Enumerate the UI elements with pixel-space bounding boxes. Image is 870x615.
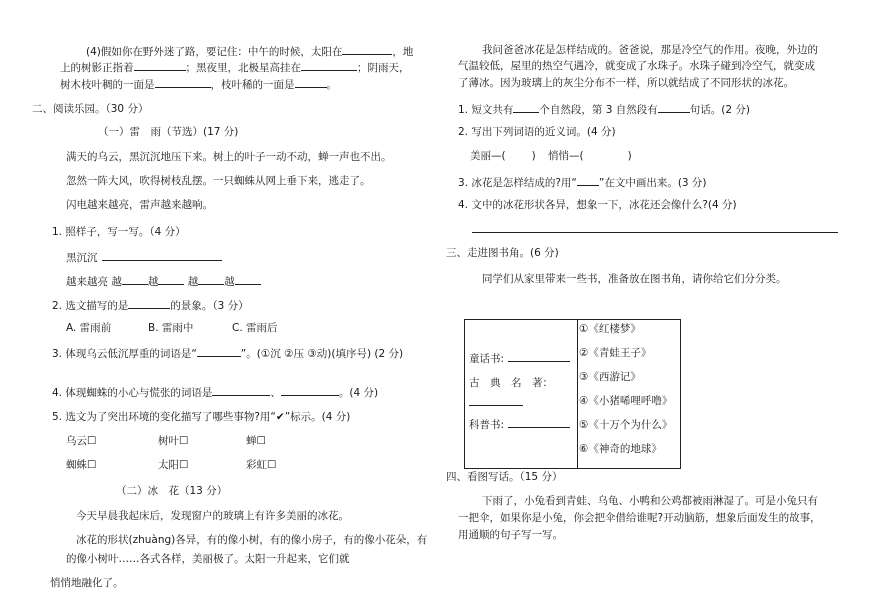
answer-blank[interactable] xyxy=(102,249,222,261)
answer-blank[interactable] xyxy=(197,345,241,357)
answer-blank[interactable] xyxy=(658,101,690,113)
passage-2-sentence: 的像小树叶……各式各样，美丽极了。太阳一升起来，它们就 xyxy=(66,553,350,565)
ice-question-1: 1. 短文共有 个自然段，第 3 自然段有 句话。(2 分) xyxy=(458,101,750,117)
ice-question-4: 4. 文中的冰花形状各异，想象一下，冰花还会像什么?(4 分) xyxy=(458,199,737,211)
answer-blank[interactable] xyxy=(301,59,357,71)
checkbox-icon[interactable]: ☐ xyxy=(256,435,266,447)
answer-blank[interactable] xyxy=(295,76,327,88)
checkbox-icon[interactable]: ☐ xyxy=(87,459,97,471)
q2-option-c[interactable]: C. 雷雨后 xyxy=(232,322,278,334)
writing-prompt: 一把伞，如果你是小兔，你会把伞借给谁呢?开动脑筋，想象后面发生的故事， xyxy=(458,512,821,524)
book-item: ①《红楼梦》 xyxy=(579,323,641,335)
answer-blank[interactable] xyxy=(155,76,211,88)
answer-blank[interactable] xyxy=(235,273,261,285)
writing-prompt: 下雨了，小兔看到青蛙、乌龟、小鸭和公鸡都被雨淋湿了。可是小兔只有 xyxy=(482,495,818,507)
section-3-intro: 同学们从家里带来一些书，准备放在图书角，请你给它们分分类。 xyxy=(482,273,787,285)
checkbox-item[interactable]: 树叶☐ xyxy=(158,435,189,447)
answer-blank[interactable] xyxy=(128,297,170,309)
checkbox-icon[interactable]: ☐ xyxy=(179,435,189,447)
ice-question-3: 3. 冰花是怎样结成的?用“ ”在文中画出来。(3 分) xyxy=(458,174,707,190)
answer-blank[interactable] xyxy=(158,273,184,285)
passage-2-continued: 气温较低，屋里的热空气遇冷，就变成了水珠子。水珠子碰到冷空气，就变成 xyxy=(458,60,815,72)
book-item: ③《西游记》 xyxy=(579,371,641,383)
passage-1-title: （一）雷 雨（节选）(17 分) xyxy=(98,126,239,138)
checkbox-item[interactable]: 蜘蛛☐ xyxy=(66,459,97,471)
checkbox-item[interactable]: 蝉☐ xyxy=(246,435,266,447)
book-item: ⑤《十万个为什么》 xyxy=(579,419,673,431)
question-2: 2. 选文描写的是 的景象。（3 分） xyxy=(52,297,249,313)
section-3-title: 三、走进图书角。(6 分) xyxy=(446,247,559,259)
section-4-title: 四、看图写话。（15 分） xyxy=(446,471,563,483)
passage-1-sentence: 满天的乌云，黑沉沉地压下来。树上的叶子一动不动，蝉一声也不出。 xyxy=(66,151,392,163)
answer-blank[interactable] xyxy=(122,273,148,285)
synonym-2[interactable]: 悄悄—( ) xyxy=(548,150,632,162)
passage-2-title: （二）冰 花（13 分） xyxy=(116,485,228,497)
answer-blank[interactable] xyxy=(508,350,570,362)
table-divider xyxy=(577,320,578,468)
answer-blank[interactable] xyxy=(342,43,392,55)
answer-blank[interactable] xyxy=(198,273,224,285)
category-classics: 古 典 名 著： xyxy=(469,377,553,389)
passage-2-continued: 我问爸爸冰花是怎样结成的。爸爸说，那是冷空气的作用。夜晚，外边的 xyxy=(482,44,818,56)
checkbox-item[interactable]: 彩虹☐ xyxy=(246,459,277,471)
book-sort-table xyxy=(464,319,681,469)
passage-1-sentence: 闪电越来越亮，雷声越来越响。 xyxy=(66,199,213,211)
q1-example-2: 越来越亮 越 越 越 越 xyxy=(66,273,261,289)
q4-line3: 树木枝叶稠的一面是 ，枝叶稀的一面是 。 xyxy=(60,76,337,92)
checkbox-item[interactable]: 太阳☐ xyxy=(158,459,189,471)
q2-option-a[interactable]: A. 雷雨前 xyxy=(66,322,112,334)
answer-blank[interactable] xyxy=(212,384,270,396)
answer-line[interactable] xyxy=(472,232,838,233)
book-item: ⑥《神奇的地球》 xyxy=(579,443,662,455)
checkbox-item[interactable]: 乌云☐ xyxy=(66,435,97,447)
ice-question-2: 2. 写出下列词语的近义词。(4 分) xyxy=(458,126,616,138)
answer-blank[interactable] xyxy=(508,416,570,428)
answer-blank[interactable] xyxy=(281,384,339,396)
category-science: 科普书: xyxy=(469,416,570,432)
check-icon: ✔ xyxy=(275,411,285,423)
question-4: 4. 体现蜘蛛的小心与慌张的词语是 、 。(4 分) xyxy=(52,384,378,400)
answer-blank[interactable] xyxy=(134,59,186,71)
book-item: ④《小猪唏哩呼噜》 xyxy=(579,395,673,407)
passage-2-continued: 了薄冰。因为玻璃上的灰尘分布不一样，所以就结成了不同形状的冰花。 xyxy=(458,77,794,89)
passage-2-sentence: 今天早晨我起床后，发现窗户的玻璃上有许多美丽的冰花。 xyxy=(76,510,349,522)
question-3: 3. 体现乌云低沉厚重的词语是“ ”。(①沉 ②压 ③动)(填序号) (2 分) xyxy=(52,345,403,361)
underline-marker xyxy=(577,174,599,186)
passage-1-sentence: 忽然一阵大风，吹得树枝乱摆。一只蜘蛛从网上垂下来，逃走了。 xyxy=(66,175,371,187)
q4-line2: 上的树影正指着 ；黑夜里，北极星高挂在 ；阴雨天， xyxy=(60,59,410,75)
q1-example-1: 黑沉沉 xyxy=(66,249,222,265)
checkbox-icon[interactable]: ☐ xyxy=(179,459,189,471)
writing-prompt: 用通顺的句子写一写。 xyxy=(458,529,563,541)
book-item: ②《青蛙王子》 xyxy=(579,347,652,359)
question-1: 1. 照样子，写一写。（4 分） xyxy=(52,226,186,238)
synonym-1[interactable]: 美丽—( ) xyxy=(470,150,536,162)
section-2-title: 二、阅读乐园。（30 分） xyxy=(32,103,149,115)
answer-blank[interactable] xyxy=(513,101,539,113)
q4-line1: (4)假如你在野外迷了路，要记住：中午的时候，太阳在 ，地 xyxy=(86,43,413,59)
passage-2-sentence: 冰花的形状(zhuàng)各异，有的像小树，有的像小房子，有的像小花朵，有 xyxy=(76,534,428,546)
category-fairy-tale: 童话书: xyxy=(469,350,570,366)
answer-blank[interactable] xyxy=(469,394,523,406)
passage-2-sentence: 悄悄地融化了。 xyxy=(50,577,124,589)
checkbox-icon[interactable]: ☐ xyxy=(267,459,277,471)
question-5: 5. 选文为了突出环境的变化描写了哪些事物?用“✔”标示。(4 分) xyxy=(52,411,351,423)
checkbox-icon[interactable]: ☐ xyxy=(87,435,97,447)
q2-option-b[interactable]: B. 雷雨中 xyxy=(148,322,194,334)
